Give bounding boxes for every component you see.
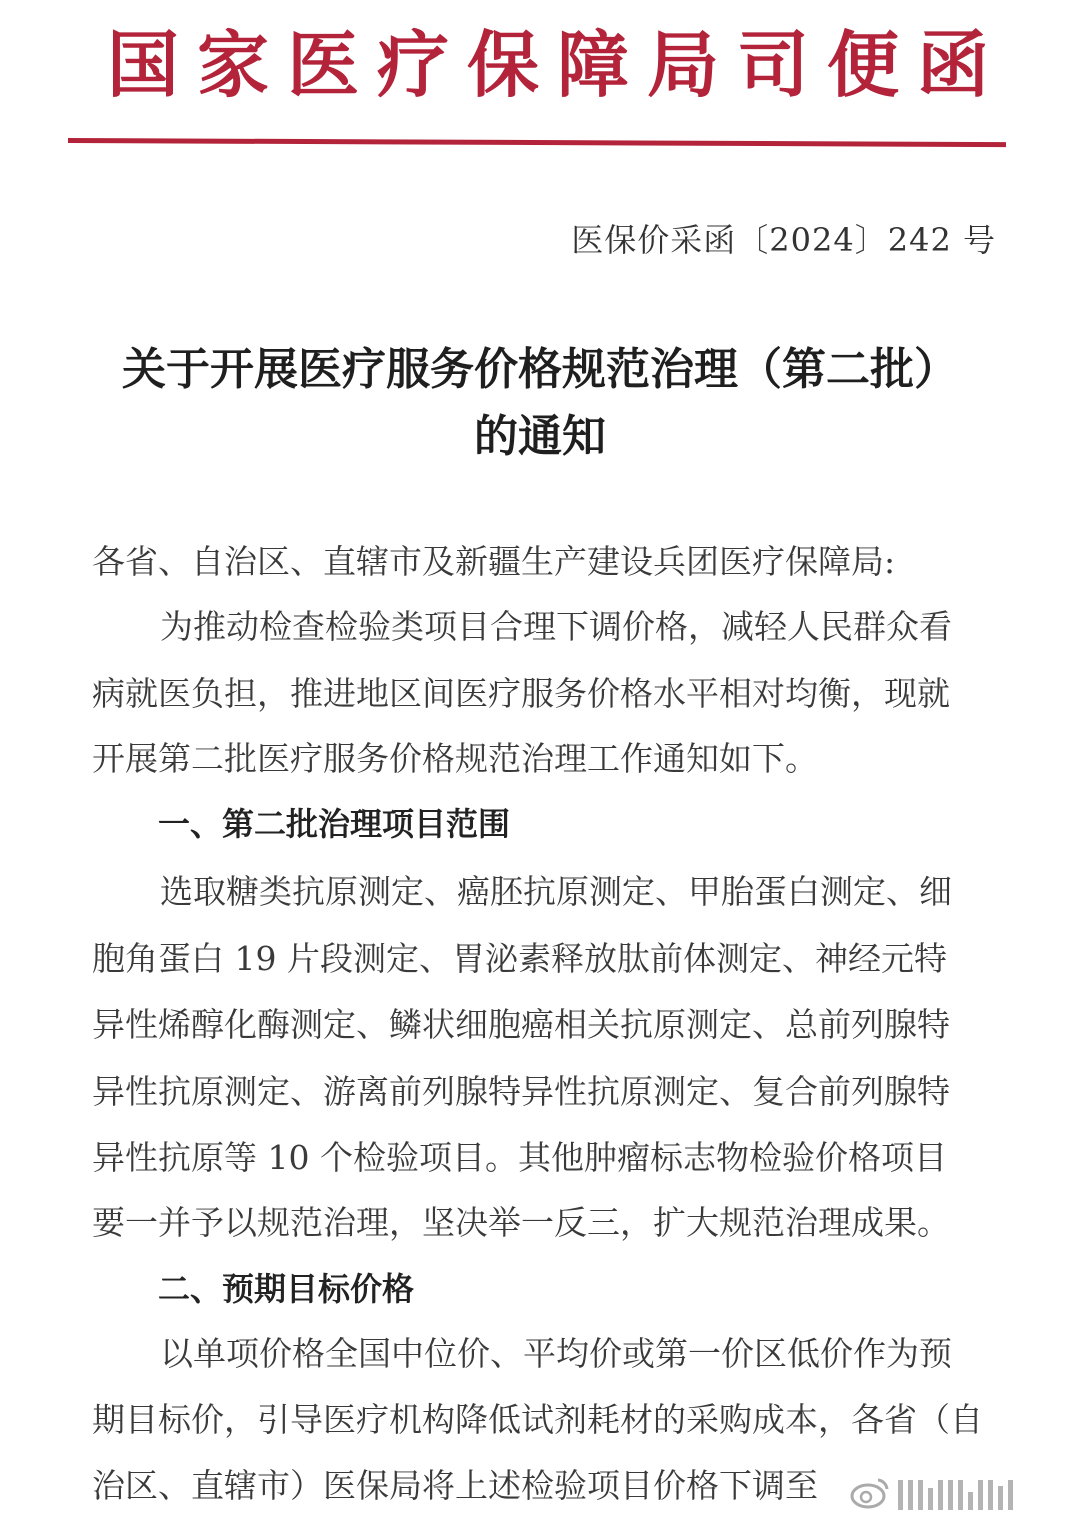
letterhead-char: 局 bbox=[646, 22, 719, 107]
letterhead-title bbox=[98, 20, 998, 110]
letterhead-char: 保 bbox=[466, 22, 539, 107]
document-title-line-1: 关于开展医疗服务价格规范治理（第二批） bbox=[122, 344, 958, 395]
letterhead-char: 障 bbox=[556, 22, 629, 107]
document-number: 医保价采函〔2024〕242 号 bbox=[571, 221, 996, 259]
section-heading: 二、预期目标价格 bbox=[158, 1270, 415, 1308]
letterhead-char: 疗 bbox=[376, 22, 449, 107]
body-line: 开展第二批医疗服务价格规范治理工作通知如下。 bbox=[92, 739, 818, 778]
body-line: 异性烯醇化酶测定、鳞状细胞癌相关抗原测定、总前列腺特 bbox=[92, 1005, 950, 1044]
salutation: 各省、自治区、直辖市及新疆生产建设兵团医疗保障局: bbox=[92, 542, 896, 581]
body-line: 胞角蛋白 19 片段测定、胃泌素释放肽前体测定、神经元特 bbox=[92, 939, 947, 978]
body-line: 选取糖类抗原测定、癌胚抗原测定、甲胎蛋白测定、细 bbox=[160, 872, 952, 911]
letterhead-char: 国 bbox=[106, 22, 179, 107]
body-line: 以单项价格全国中位价、平均价或第一价区低价作为预 bbox=[160, 1334, 952, 1373]
document-title-line-2: 的通知 bbox=[474, 411, 606, 462]
letterhead-char: 司 bbox=[736, 22, 809, 107]
body-line: 病就医负担，推进地区间医疗服务价格水平相对均衡，现就 bbox=[92, 674, 950, 713]
letterhead-divider bbox=[68, 138, 1006, 147]
weibo-logo-icon bbox=[850, 1476, 890, 1510]
body-line: 异性抗原测定、游离前列腺特异性抗原测定、复合前列腺特 bbox=[92, 1072, 950, 1111]
body-line: 治区、直辖市）医保局将上述检验项目价格下调至 bbox=[92, 1466, 818, 1505]
letterhead-char: 医 bbox=[286, 22, 359, 107]
body-line: 异性抗原等 10 个检验项目。其他肿瘤标志物检验价格项目 bbox=[92, 1138, 947, 1177]
section-heading: 一、第二批治理项目范围 bbox=[158, 805, 511, 843]
letterhead-char: 函 bbox=[916, 22, 989, 107]
body-line: 要一并予以规范治理，坚决举一反三，扩大规范治理成果。 bbox=[92, 1203, 950, 1242]
letterhead-char: 家 bbox=[196, 22, 269, 107]
body-line: 为推动检查检验类项目合理下调价格，减轻人民群众看 bbox=[160, 607, 952, 646]
weibo-watermark-icon bbox=[850, 1468, 1065, 1518]
watermark-bars bbox=[898, 1476, 1013, 1510]
letterhead-char: 便 bbox=[826, 22, 899, 107]
body-line: 期目标价，引导医疗机构降低试剂耗材的采购成本，各省（自 bbox=[92, 1400, 983, 1439]
